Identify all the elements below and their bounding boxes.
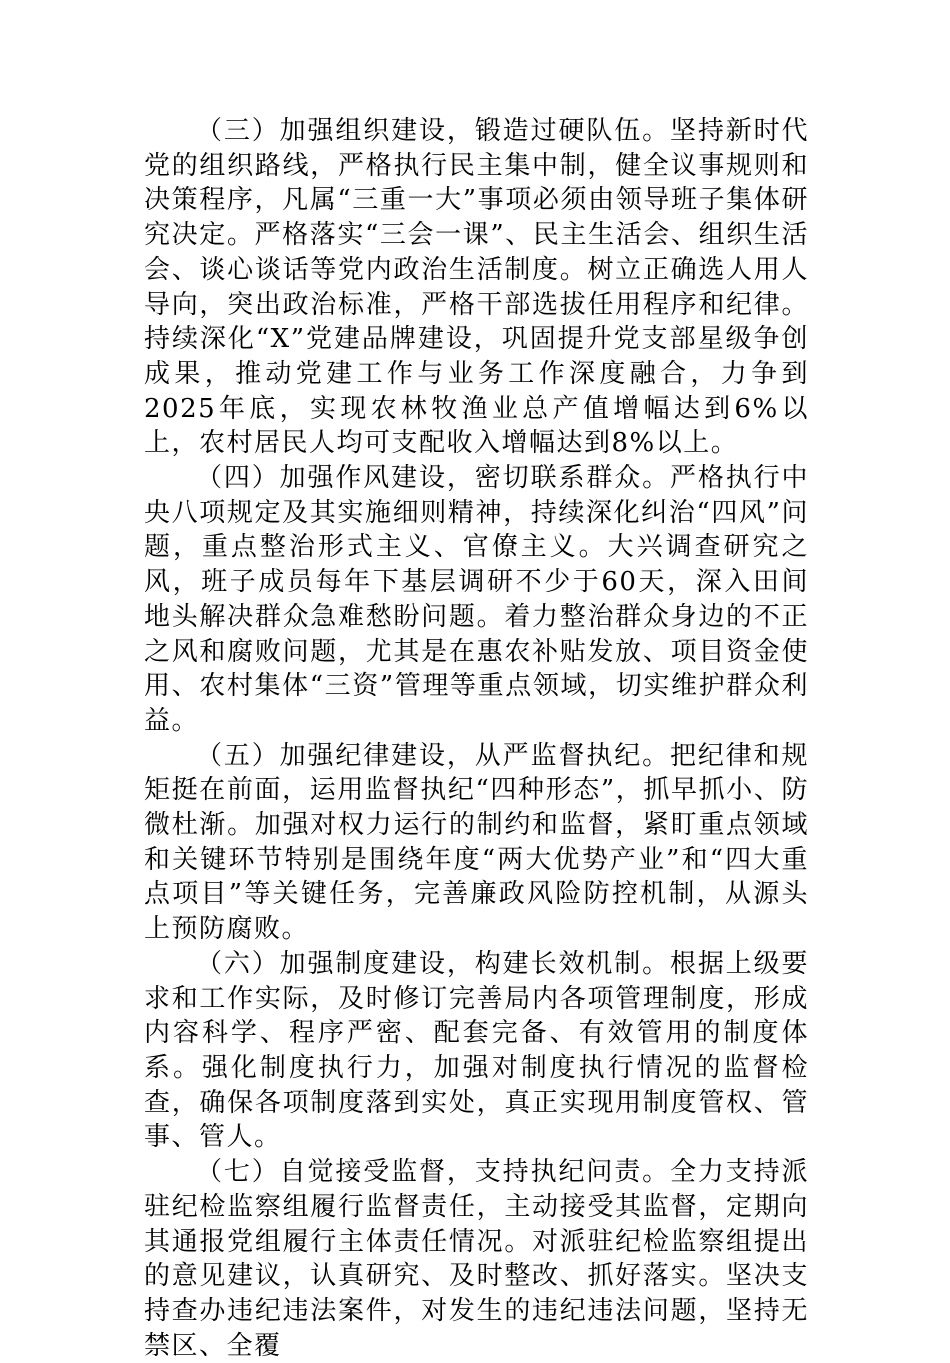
paragraph-system-building: （六）加强制度建设，构建长效机制。根据上级要求和工作实际，及时修订完善局内各项管理制度，形成内容科学、程序严密、配套完备、有效管用的制度体系。强化制度执行力，加强对制度执行情况的监督检查，确保各项制度落到实处，真正实现用制度管权、管事、管人。	[144, 948, 809, 1153]
document-body	[144, 114, 809, 1363]
paragraph-work-style-building: （四）加强作风建设，密切联系群众。严格执行中央八项规定及其实施细则精神，持续深化纠治“四风”问题，重点整治形式主义、官僚主义。大兴调查研究之风，班子成员每年下基层调研不少于60天，深入田间地头解决群众急难愁盼问题。着力整治群众身边的不正之风和腐败问题，尤其是在惠农补贴发放、项目资金使用、农村集体“三资”管理等重点领域，切实维护群众利益。	[144, 463, 809, 736]
paragraph-discipline-building: （五）加强纪律建设，从严监督执纪。把纪律和规矩挺在前面，运用监督执纪“四种形态”，抓早抓小、防微杜渐。加强对权力运行的制约和监督，紧盯重点领域和关键环节特别是围绕年度“两大优势产业”和“四大重点项目”等关键任务，完善廉政风险防控机制，从源头上预防腐败。	[144, 740, 809, 945]
paragraph-organization-building: （三）加强组织建设，锻造过硬队伍。坚持新时代党的组织路线，严格执行民主集中制，健全议事规则和决策程序，凡属“三重一大”事项必须由领导班子集体研究决定。严格落实“三会一课”、民主生活会、组织生活会、谈心谈话等党内政治生活制度。树立正确选人用人导向，突出政治标准，严格干部选拔任用程序和纪律。持续深化“X”党建品牌建设，巩固提升党支部星级争创成果，推动党建工作与业务工作深度融合，力争到2025年底，实现农林牧渔业总产值增幅达到6%以上，农村居民人均可支配收入增幅达到8%以上。	[144, 116, 809, 459]
paragraph-accept-supervision: （七）自觉接受监督，支持执纪问责。全力支持派驻纪检监察组履行监督责任，主动接受其监督，定期向其通报党组履行主体责任情况。对派驻纪检监察组提出的意见建议，认真研究、及时整改、抓好落实。坚决支持查办违纪违法案件，对发生的违纪违法问题，坚持无禁区、全覆	[144, 1157, 809, 1361]
